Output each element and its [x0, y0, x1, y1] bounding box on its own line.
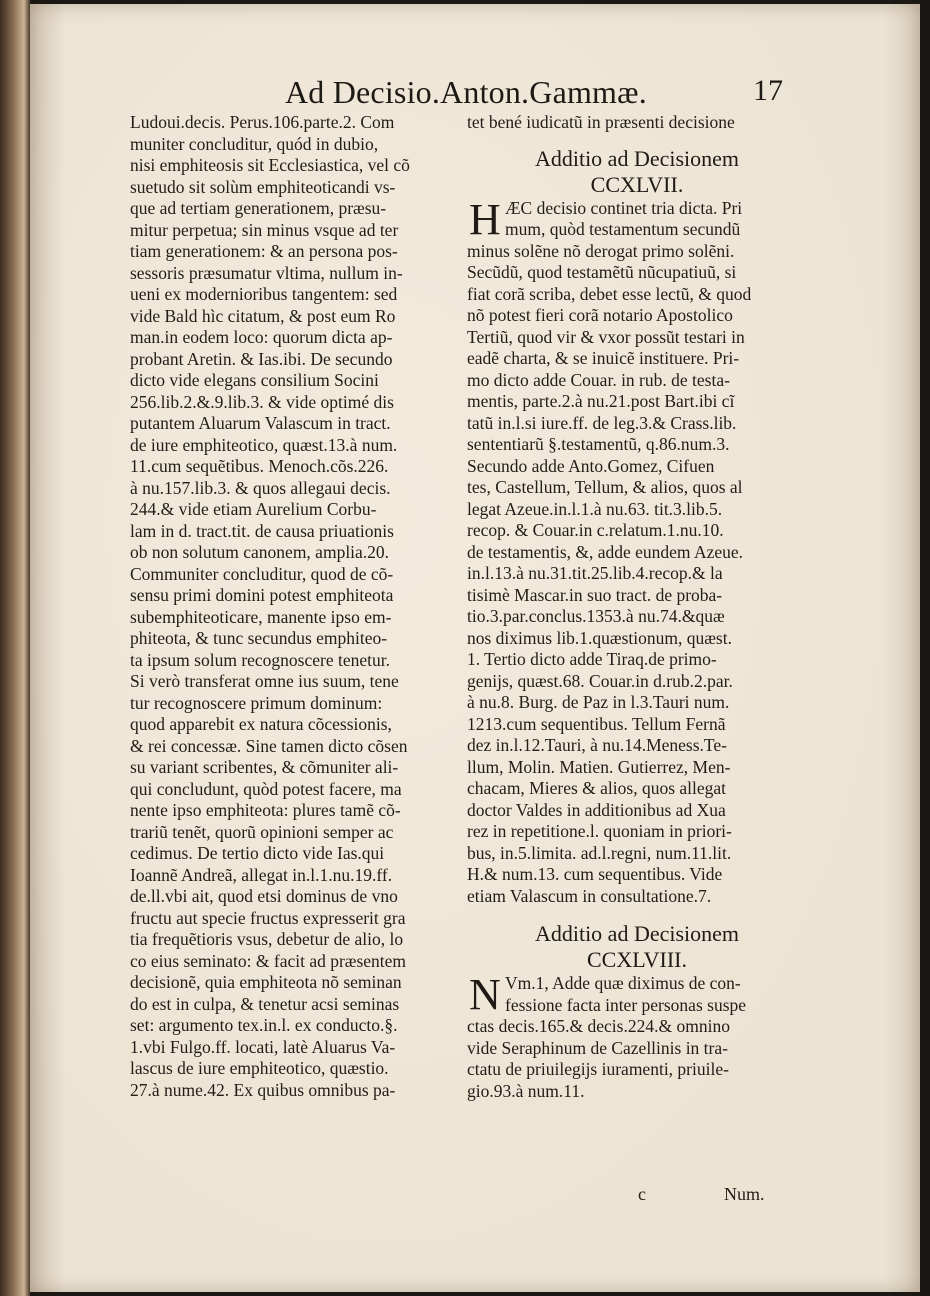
text-line: ta ipsum solum recognoscere tenetur.: [130, 649, 390, 670]
text-line: mentis, parte.2.à nu.21.post Bart.ibi cĩ: [467, 391, 735, 411]
text-line: gio.93.à num.11.: [467, 1080, 585, 1101]
text-line: tatũ in.l.si iure.ff. de leg.3.& Crass.lib.: [467, 412, 737, 433]
text-line: Si verò transferat omne ius suum, tene: [130, 671, 399, 691]
text-line: ctatu de priuilegijs iuramenti, priuile-: [467, 1059, 729, 1079]
section-heading-number: CCXLVIII.: [586, 947, 688, 972]
text-line: muniter concluditur, quód in dubio,: [130, 133, 379, 154]
text-line: decisionẽ, quia emphiteota nõ seminan: [130, 972, 402, 992]
running-head: Ad Decisio.Anton.Gammæ.: [285, 74, 647, 110]
catchword: Num.: [724, 1184, 765, 1204]
text-line: eadẽ charta, & se inuicẽ instituere. Pri-: [467, 348, 740, 368]
text-line: fructu aut specie fructus expresserit gra: [130, 907, 406, 928]
page-header: [30, 74, 920, 114]
text-line: Ludoui.decis. Perus.106.parte.2. Com: [130, 112, 395, 132]
text-line: ob non solutum canonem, amplia.20.: [130, 542, 390, 562]
text-line: qui concludunt, quòd potest facere, ma: [130, 778, 402, 799]
drop-cap: N: [469, 970, 501, 1019]
text-line: de testamentis, &, adde eundem Azeue.: [467, 541, 744, 562]
text-line: Ioannẽ Andreã, allegat in.l.1.nu.19.ff.: [130, 864, 393, 885]
text-line: tiam generationem: & an persona pos-: [130, 241, 398, 261]
addition-248: [467, 921, 807, 1102]
text-line: 1. Tertio dicto adde Tiraq.de primo-: [467, 649, 717, 669]
text-line: dez in.l.12.Tauri, à nu.14.Meness.Te-: [467, 735, 727, 755]
section-heading-title: Additio ad Decisionem: [534, 145, 740, 171]
text-line: nisi emphiteosis sit Ecclesiastica, vel cõ: [130, 155, 410, 175]
text-line: set: argumento tex.in.l. ex conducto.§.: [130, 1015, 398, 1035]
text-line: ctas decis.165.& decis.224.& omnino: [467, 1016, 730, 1036]
right-column: [467, 112, 807, 1102]
text-line: 11.cum sequẽtibus. Menoch.cõs.226.: [130, 456, 389, 476]
text-line: nõ potest fieri corã notario Apostolico: [467, 305, 733, 325]
text-line: do est in culpa, & tenetur acsi seminas: [130, 993, 400, 1014]
text-line: tes, Castellum, Tellum, & alios, quos al: [467, 477, 743, 497]
text-line: fiat corã scriba, debet esse lectũ, & quod: [467, 283, 752, 304]
text-line: Vm.1, Adde quæ diximus de con-: [505, 973, 741, 993]
text-line: tisimè Mascar.in suo tract. de proba-: [467, 584, 723, 605]
text-line: 1.vbi Fulgo.ff. locati, latè Aluarus Va-: [130, 1036, 396, 1057]
text-line: 256.lib.2.&.9.lib.3. & vide optimé dis: [130, 391, 394, 412]
text-line: cedimus. De tertio dicto vide Ias.qui: [130, 843, 385, 863]
section-heading-title: Additio ad Decisionem: [534, 921, 740, 946]
text-line: 27.à nume.42. Ex quibus omnibus pa-: [130, 1079, 396, 1100]
text-line: Communiter concluditur, quod de cõ-: [130, 563, 394, 584]
section-heading-number: CCXLVII.: [590, 171, 684, 197]
text-line: Tertiũ, quod vir & vxor possũt testari in: [467, 326, 745, 347]
text-line: sessoris præsumatur vltima, nullum in-: [130, 262, 403, 283]
text-line: tur recognoscere primum dominum:: [130, 692, 383, 713]
text-line: minus solẽne nõ derogat primo solẽni.: [467, 240, 735, 261]
text-line: trariũ tenẽt, quorũ opinioni semper ac: [130, 821, 394, 842]
page-number: 17: [753, 74, 783, 107]
text-line: legat Azeue.in.l.1.à nu.63. tit.3.lib.5.: [467, 498, 723, 519]
section-body: [467, 194, 807, 908]
text-line: vide Bald hìc citatum, & post eum Ro: [130, 305, 396, 326]
text-line: H.& num.13. cum sequentibus. Vide: [467, 864, 723, 884]
text-line: vide Seraphinum de Cazellinis in tra-: [467, 1037, 728, 1058]
text-line: suetudo sit solùm emphiteoticandi vs-: [130, 176, 396, 197]
drop-cap: H: [469, 194, 501, 244]
text-line: tia frequẽtioris vsus, debetur de alio, lo: [130, 929, 404, 949]
text-line: 1213.cum sequentibus. Tellum Fernã: [467, 713, 726, 734]
text-line: mo dicto adde Couar. in rub. de testa-: [467, 369, 730, 390]
text-line: lascus de iure emphiteotico, quæstio.: [130, 1058, 389, 1078]
text-line: Secũdũ, quod testamẽtũ nũcupatiuũ, si: [467, 262, 737, 282]
text-line: mitur perpetua; sin minus vsque ad ter: [130, 219, 399, 240]
text-line: ueni ex modernioribus tangentem: sed: [130, 284, 398, 304]
text-line: su variant scribentes, & cõmuniter ali-: [130, 757, 399, 777]
text-line: lam in d. tract.tit. de causa priuationis: [130, 520, 394, 541]
signature-mark: c: [638, 1184, 646, 1204]
text-line: que ad tertiam generationem, præsu-: [130, 198, 387, 218]
text-line: phiteota, & tunc secundus emphiteo-: [130, 628, 388, 648]
text-line: quod apparebit ex natura cõcessionis,: [130, 714, 392, 734]
section-body: [467, 970, 807, 1102]
text-line: in.l.13.à nu.31.tit.25.lib.4.recop.& la: [467, 563, 723, 583]
text-line: de.ll.vbi ait, quod etsi dominus de vno: [130, 886, 398, 906]
text-line: genijs, quæst.68. Couar.in d.rub.2.par.: [467, 670, 733, 691]
continuation-line: tet bené iudicatũ in præsenti decisione: [467, 112, 735, 132]
text-line: chacam, Mieres & alios, quos allegat: [467, 778, 727, 798]
page-footer: [30, 1184, 920, 1208]
text-line: doctor Valdes in additionibus ad Xua: [467, 799, 726, 820]
text-line: probant Aretin. & Ias.ibi. De secundo: [130, 348, 393, 369]
text-line: & rei concessæ. Sine tamen dicto cõsen: [130, 735, 408, 756]
book-page: [30, 4, 920, 1292]
text-line: 244.& vide etiam Aurelium Corbu-: [130, 499, 377, 519]
text-line: nente ipso emphiteota: plures tamẽ cõ-: [130, 800, 401, 820]
text-line: à nu.157.lib.3. & quos allegaui decis.: [130, 477, 391, 498]
text-line: etiam Valascum in consultatione.7.: [467, 885, 712, 906]
text-line: tio.3.par.conclus.1353.à nu.74.&quæ: [467, 606, 725, 626]
text-line: subemphiteoticare, manente ipso em-: [130, 606, 392, 627]
text-line: fessione facta inter personas suspe: [505, 994, 747, 1015]
text-line: Secundo adde Anto.Gomez, Cifuen: [467, 455, 715, 476]
text-line: co eius seminato: & facit ad præsentem: [130, 950, 407, 971]
text-line: llum, Molin. Matien. Gutierrez, Men-: [467, 756, 731, 777]
text-line: à nu.8. Burg. de Paz in l.3.Tauri num.: [467, 692, 730, 712]
text-line: de iure emphiteotico, quæst.13.à num.: [130, 434, 398, 455]
text-line: putantem Aluarum Valascum in tract.: [130, 413, 391, 433]
text-line: nos diximus lib.1.quæstionum, quæst.: [467, 627, 732, 648]
text-line: recop. & Couar.in c.relatum.1.nu.10.: [467, 520, 724, 540]
text-line: ÆC decisio continet tria dicta. Pri: [505, 197, 743, 218]
text-line: sensu primi domini potest emphiteota: [130, 585, 394, 605]
text-line: bus, in.5.limita. ad.l.regni, num.11.lit.: [467, 842, 732, 863]
previous-page-edge: [0, 0, 30, 1296]
text-line: dicto vide elegans consilium Socini: [130, 370, 379, 390]
text-line: mum, quòd testamentum secundũ: [505, 219, 741, 239]
text-line: man.in eodem loco: quorum dicta ap-: [130, 327, 393, 347]
text-line: rez in repetitione.l. quoniam in priori-: [467, 821, 732, 841]
text-line: sententiarũ §.testamentũ, q.86.num.3.: [467, 434, 730, 454]
addition-247: [467, 146, 807, 908]
left-column: [130, 112, 460, 1101]
